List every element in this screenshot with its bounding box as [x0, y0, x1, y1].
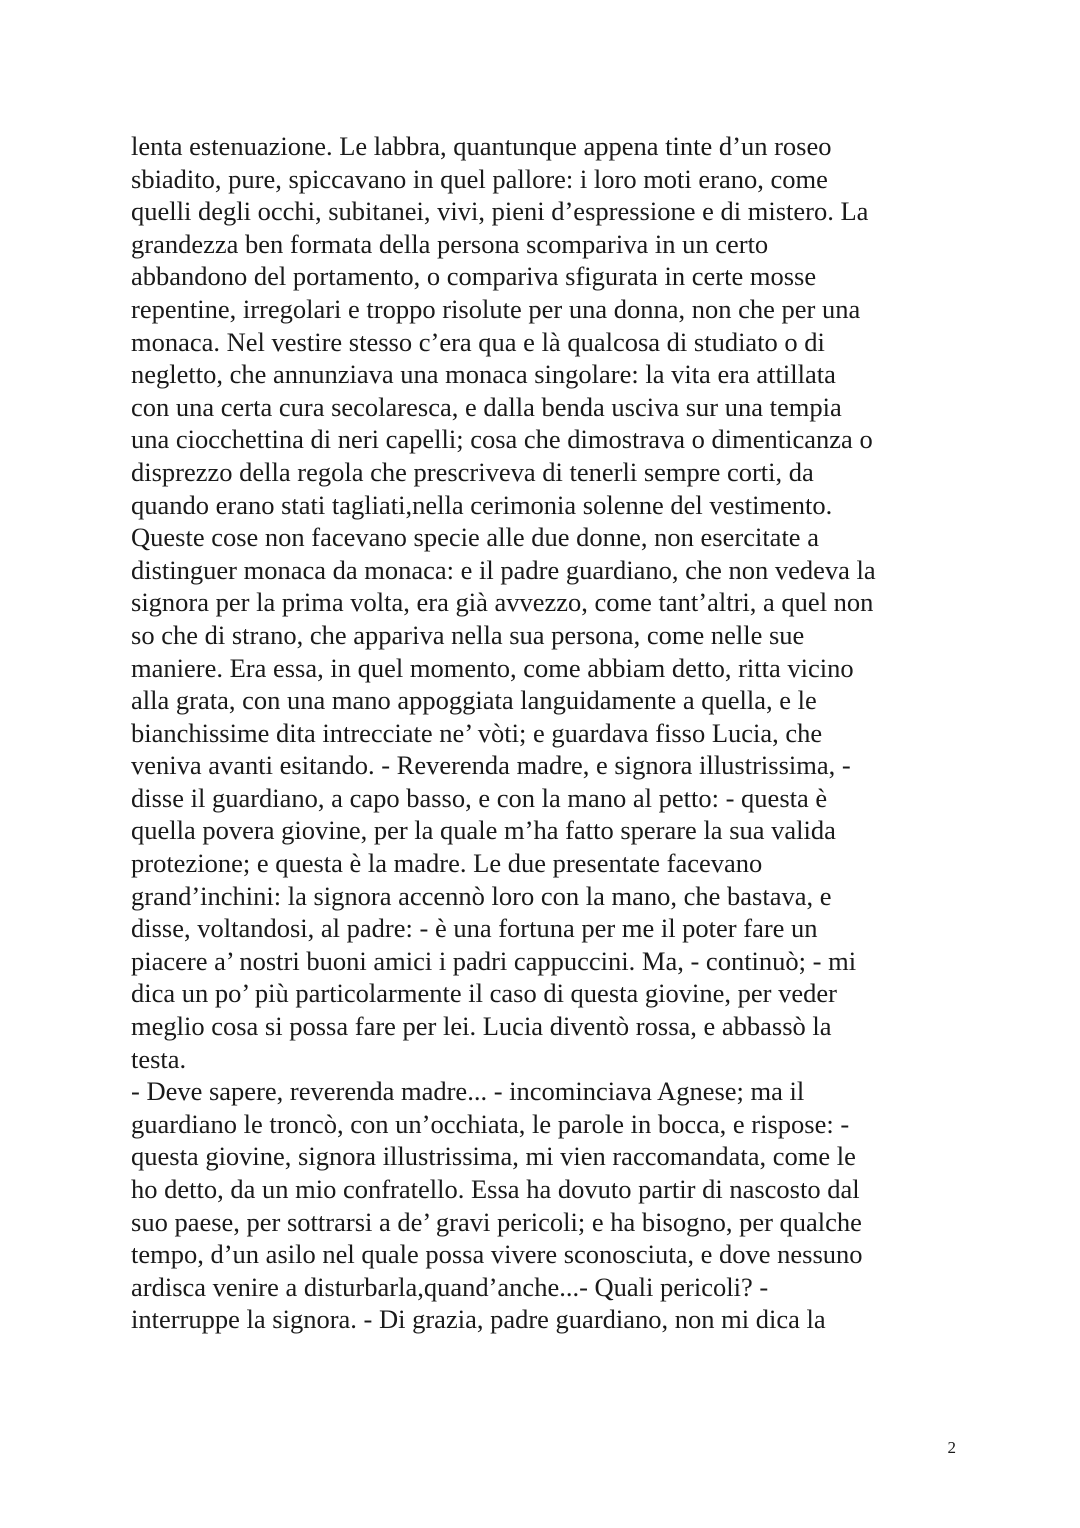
page-number: 2	[947, 1438, 956, 1457]
text-line: so che di strano, che appariva nella sua persona, come nelle sue	[131, 619, 805, 650]
text-line: dica un po’ più particolarmente il caso di questa giovine, per veder	[131, 978, 837, 1009]
text-line: questa giovine, signora illustrissima, mi vien raccomandata, come le	[131, 1141, 856, 1172]
text-line: - Deve sapere, reverenda madre... - incominciava Agnese; ma il	[131, 1076, 805, 1107]
text-line: disse il guardiano, a capo basso, e con la mano al petto: - questa è	[131, 782, 828, 813]
text-line: lenta estenuazione. Le labbra, quantunque appena tinte d’un roseo	[131, 131, 832, 161]
text-line: testa.	[131, 1043, 187, 1074]
text-line: con una certa cura secolaresca, e dalla benda usciva sur una tempia	[131, 391, 842, 422]
text-line: bianchissime dita intrecciate ne’ vòti; e guardava fisso Lucia, che	[131, 717, 823, 748]
text-line: Queste cose non facevano specie alle due donne, non esercitate a	[131, 522, 819, 553]
text-line: guardiano le troncò, con un’occhiata, le parole in bocca, e rispose: -	[131, 1108, 850, 1139]
body-text	[131, 130, 961, 1336]
text-line: quando erano stati tagliati,nella cerimonia solenne del vestimento.	[131, 489, 833, 520]
text-line: disprezzo della regola che prescriveva di tenerli sempre corti, da	[131, 456, 814, 487]
text-line: repentine, irregolari e troppo risolute per una donna, non che per una	[131, 293, 861, 324]
text-line: signora per la prima volta, era già avvezzo, come tant’altri, a quel non	[131, 587, 874, 618]
text-line: protezione; e questa è la madre. Le due presentate facevano	[131, 848, 763, 879]
text-line: veniva avanti esitando. - Reverenda madre, e signora illustrissima, -	[131, 750, 851, 781]
text-line: grand’inchini: la signora accennò loro con la mano, che bastava, e	[131, 880, 832, 911]
text-line: abbandono del portamento, o compariva sfigurata in certe mosse	[131, 261, 817, 292]
text-line: interruppe la signora. - Di grazia, padre guardiano, non mi dica la	[131, 1304, 826, 1335]
text-line: monaca. Nel vestire stesso c’era qua e là qualcosa di studiato o di	[131, 326, 825, 357]
text-line: alla grata, con una mano appoggiata languidamente a quella, e le	[131, 685, 817, 716]
text-line: una ciocchettina di neri capelli; cosa che dimostrava o dimenticanza o	[131, 424, 873, 455]
text-line: piacere a’ nostri buoni amici i padri cappuccini. Ma, - continuò; - mi	[131, 945, 857, 976]
text-line: grandezza ben formata della persona scompariva in un certo	[131, 228, 769, 259]
text-line: ardisca venire a disturbarla,quand’anche...- Quali pericoli? -	[131, 1271, 769, 1302]
text-line: quella povera giovine, per la quale m’ha fatto sperare la sua valida	[131, 815, 836, 846]
text-line: suo paese, per sottrarsi a de’ gravi pericoli; e ha bisogno, per qualche	[131, 1206, 862, 1237]
text-line: tempo, d’un asilo nel quale possa vivere sconosciuta, e dove nessuno	[131, 1239, 863, 1270]
text-line: meglio cosa si possa fare per lei. Lucia diventò rossa, e abbassò la	[131, 1011, 832, 1042]
text-line: distinguer monaca da monaca: e il padre guardiano, che non vedeva la	[131, 554, 876, 585]
text-line: negletto, che annunziava una monaca singolare: la vita era attillata	[131, 359, 836, 390]
text-line: ho detto, da un mio confratello. Essa ha dovuto partir di nascosto dal	[131, 1174, 860, 1204]
text-line: disse, voltandosi, al padre: - è una fortuna per me il poter fare un	[131, 913, 818, 944]
text-line: maniere. Era essa, in quel momento, come abbiam detto, ritta vicino	[131, 652, 854, 683]
text-line: sbiadito, pure, spiccavano in quel pallore: i loro moti erano, come	[131, 163, 828, 194]
text-line: quelli degli occhi, subitanei, vivi, pieni d’espressione e di mistero. La	[131, 196, 869, 227]
